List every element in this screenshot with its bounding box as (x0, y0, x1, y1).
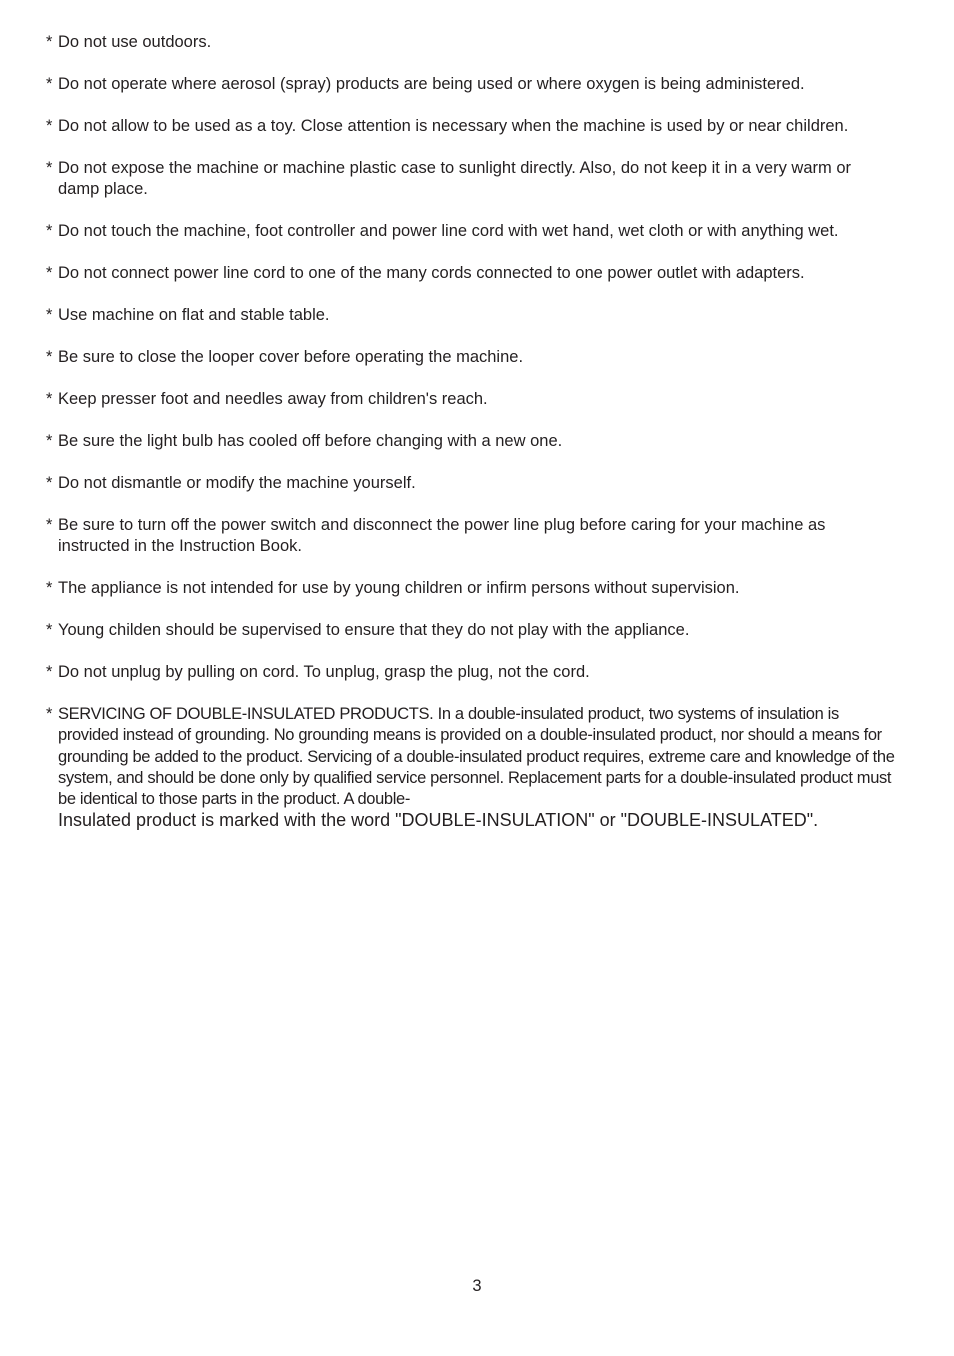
item-text: Be sure to close the looper cover before operating the machine. (58, 348, 524, 366)
item-text: Keep presser foot and needles away from children's reach. (58, 390, 488, 408)
list-item (46, 305, 896, 326)
bullet: * (46, 306, 53, 324)
item-text: Be sure the light bulb has cooled off before changing with a new one. (58, 432, 563, 450)
list-item (46, 473, 896, 494)
item-text: Be sure to turn off the power switch and disconnect the power line plug before caring for your machine as instructed in the Instruction Book. (58, 516, 826, 555)
list-item (46, 116, 896, 137)
bullet: * (46, 705, 53, 723)
list-item (46, 221, 896, 242)
bullet: * (46, 117, 53, 135)
bullet: * (46, 516, 53, 534)
item-text: Young childen should be supervised to ensure that they do not play with the appliance. (58, 621, 690, 639)
item-text: Do not use outdoors. (58, 33, 212, 51)
bullet: * (46, 222, 53, 240)
list-item (46, 347, 896, 368)
item-text: Do not touch the machine, foot controller and power line cord with wet hand, wet cloth or with anything wet. (58, 222, 839, 240)
bullet: * (46, 264, 53, 282)
list-item (46, 389, 896, 410)
item-text: Do not unplug by pulling on cord. To unplug, grasp the plug, not the cord. (58, 663, 590, 681)
list-item (46, 662, 896, 683)
list-item (46, 158, 896, 200)
item-text: Do not connect power line cord to one of the many cords connected to one power outlet with adapters. (58, 264, 805, 282)
item-text: Use machine on flat and stable table. (58, 306, 330, 324)
item-text: The appliance is not intended for use by young children or infirm persons without supervision. (58, 579, 740, 597)
list-item (46, 74, 896, 95)
list-item (46, 431, 896, 452)
list-item (46, 620, 896, 641)
item-text: Do not expose the machine or machine plastic case to sunlight directly. Also, do not keep it in a very warm or damp place. (58, 159, 852, 198)
page-number: 3 (472, 1277, 482, 1295)
item-text: Do not operate where aerosol (spray) products are being used or where oxygen is being administered. (58, 75, 805, 93)
bullet: * (46, 390, 53, 408)
item-text: Do not dismantle or modify the machine yourself. (58, 474, 416, 492)
servicing-line: Replacement parts for a double-insulated product must be identical to those parts in the product. A double- (58, 768, 892, 809)
item-text: Do not allow to be used as a toy. Close attention is necessary when the machine is used by or near children. (58, 117, 849, 135)
safety-instructions-list (46, 32, 896, 853)
servicing-line: insulation is provided instead of grounding. No grounding means is provided on a double-insulated product, (58, 705, 839, 745)
bullet: * (46, 663, 53, 681)
servicing-line: SERVICING OF DOUBLE-INSULATED PRODUCTS. In a double-insulated product, two systems of (58, 705, 753, 723)
servicing-last-line: Insulated product is marked with the word "DOUBLE-INSULATION" or "DOUBLE-INSULATED". (58, 810, 819, 831)
list-item (46, 578, 896, 599)
servicing-line: extreme care and knowledge of the system, and should be done only by qualified service personnel. (58, 747, 895, 787)
servicing-notice (46, 704, 896, 832)
bullet: * (46, 432, 53, 450)
bullet: * (46, 474, 53, 492)
servicing-line: nor should a means for grounding be added to the product. Servicing of a double-insulated product requires, (58, 726, 882, 766)
bullet: * (46, 75, 53, 93)
bullet: * (46, 33, 53, 51)
list-item (46, 515, 896, 557)
list-item (46, 32, 896, 53)
bullet: * (46, 621, 53, 639)
bullet: * (46, 579, 53, 597)
bullet: * (46, 348, 53, 366)
list-item (46, 263, 896, 284)
bullet: * (46, 159, 53, 177)
